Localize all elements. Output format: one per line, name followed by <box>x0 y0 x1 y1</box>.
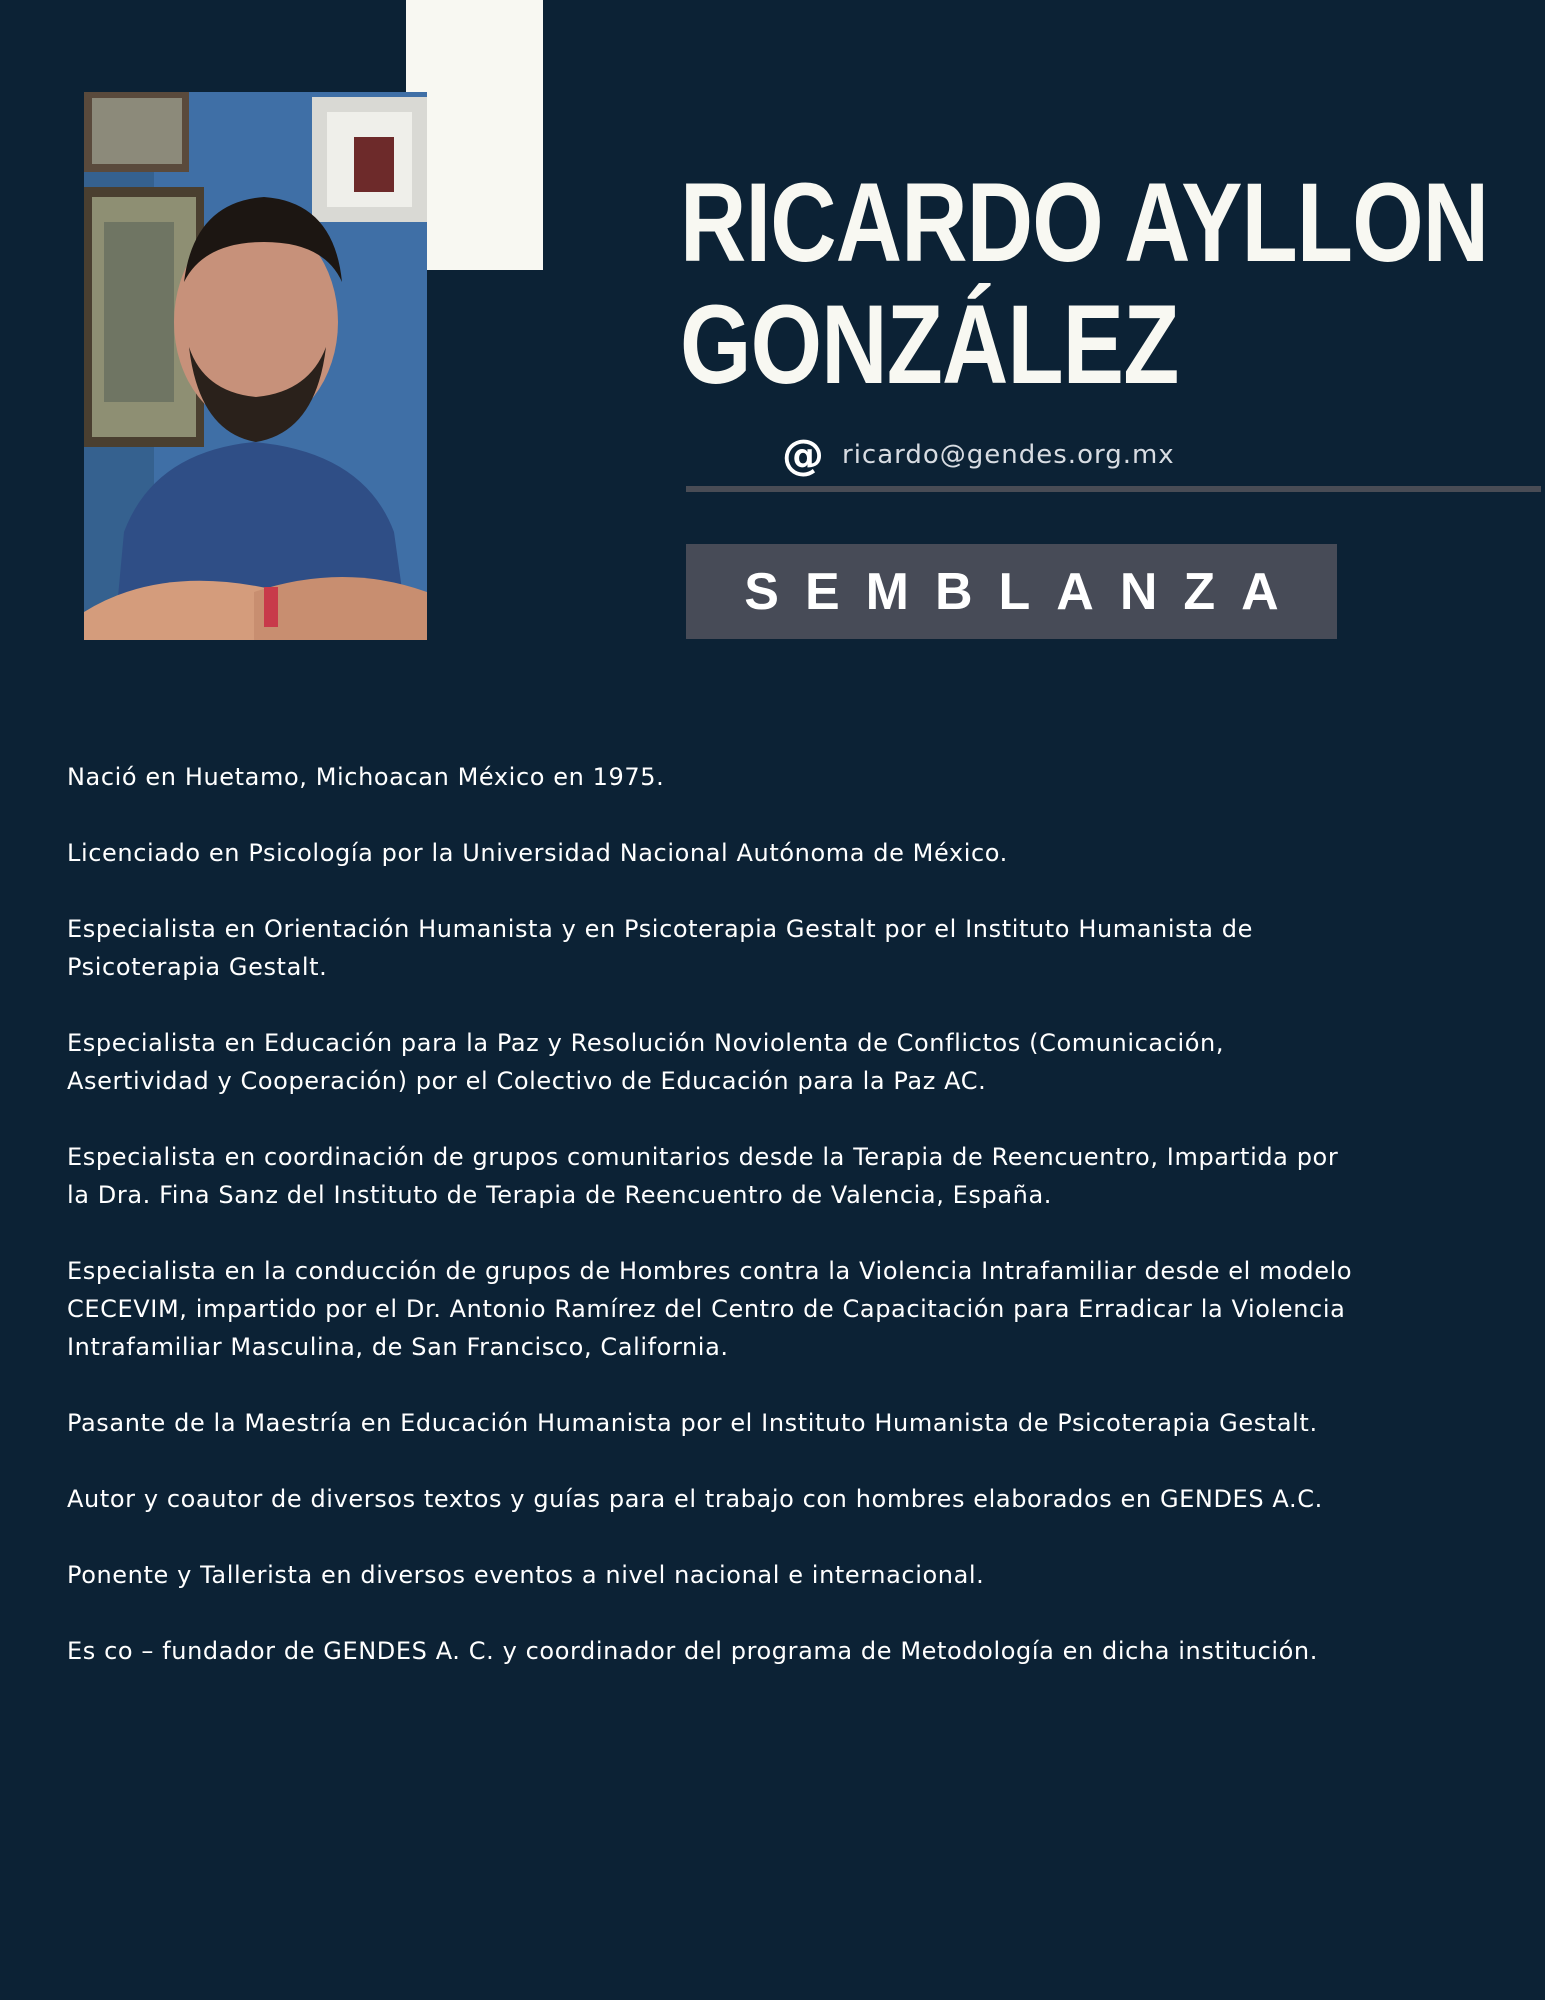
bio-item: Nació en Huetamo, Michoacan México en 1975. <box>67 763 665 791</box>
section-header-box <box>686 544 1337 639</box>
name-first-line: RICARDO AYLLON <box>680 160 1489 285</box>
bio-item: Pasante de la Maestría en Educación Humanista por el Instituto Humanista de Psicoterapia Gestalt. <box>67 1409 1318 1437</box>
bio-item: Especialista en la conducción de grupos de Hombres contra la Violencia Intrafamiliar desde el modelo CECEVIM, impartido por el Dr. Antonio Ramírez del Centro de Capacitación para Erradicar la Violencia Intrafamiliar Masculina, de San Francisco, California. <box>67 1257 1353 1361</box>
bio-item: Especialista en Orientación Humanista y en Psicoterapia Gestalt por el Instituto Humanista de Psicoterapia Gestalt. <box>67 915 1253 981</box>
bio-item: Especialista en Educación para la Paz y Resolución Noviolenta de Conflictos (Comunicación, Asertividad y Cooperación) por el Colectivo de Educación para la Paz AC. <box>67 1029 1225 1095</box>
name-second-line: GONZÁLEZ <box>680 282 1179 407</box>
email-row <box>782 432 1175 478</box>
bio-item: Ponente y Tallerista en diversos eventos a nivel nacional e internacional. <box>67 1561 985 1589</box>
bio-item: Especialista en coordinación de grupos comunitarios desde la Terapia de Reencuentro, Impartida por la Dra. Fina Sanz del Instituto de Terapia de Reencuentro de Valencia, España. <box>67 1143 1339 1209</box>
profile-photo <box>84 92 427 640</box>
bio-item: Es co – fundador de GENDES A. C. y coordinador del programa de Metodología en dicha institución. <box>67 1637 1318 1665</box>
person-name <box>680 162 1540 406</box>
email-address[interactable]: ricardo@gendes.org.mx <box>842 440 1175 470</box>
bio-list <box>67 758 1467 1708</box>
bio-item: Autor y coautor de diversos textos y guías para el trabajo con hombres elaborados en GENDES A.C. <box>67 1485 1323 1513</box>
bio-item: Licenciado en Psicología por la Universidad Nacional Autónoma de México. <box>67 839 1008 867</box>
section-title: SEMBLANZA <box>744 562 1305 621</box>
at-icon: @ <box>782 430 824 479</box>
divider <box>686 486 1541 492</box>
